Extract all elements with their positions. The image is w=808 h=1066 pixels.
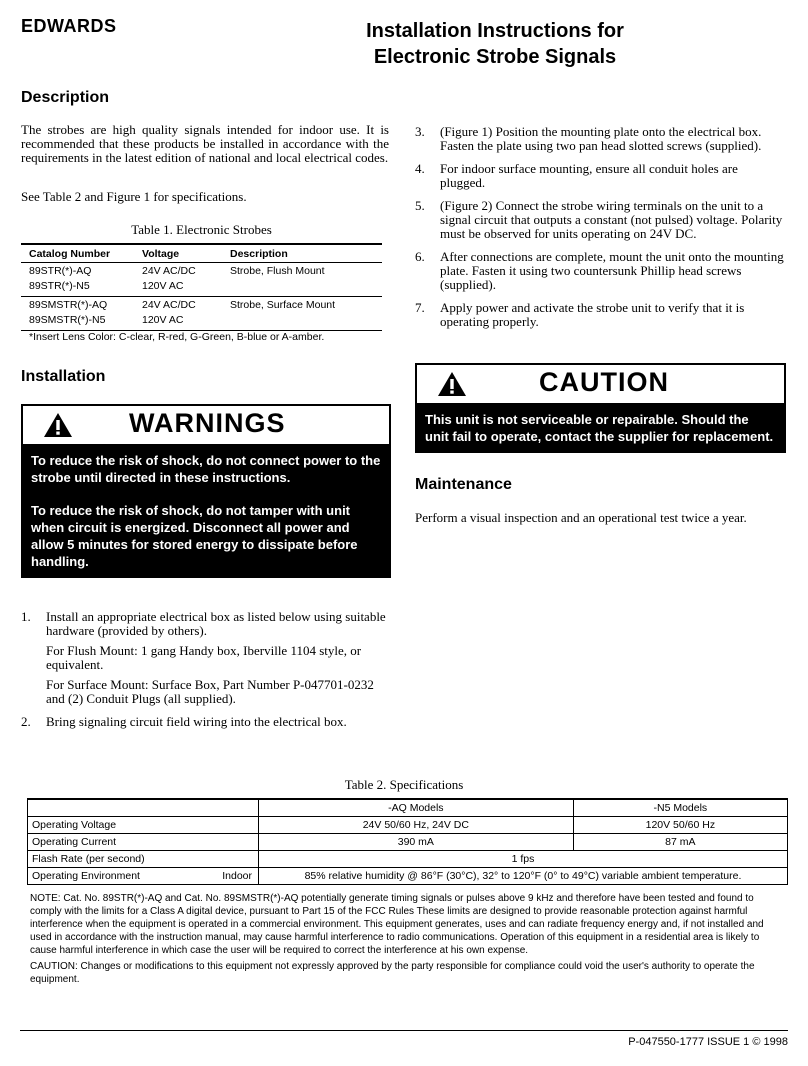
step-4: [415, 162, 785, 190]
column-header: -AQ Models: [259, 799, 574, 817]
warning-shock-power: To reduce the risk of shock, do not connect power to the strobe until directed in these instructions.: [31, 453, 381, 485]
environment-label: Operating Environment: [32, 870, 140, 882]
column-header: -N5 Models: [573, 799, 787, 817]
table-cell: 1 fps: [259, 851, 788, 868]
installation-heading: Installation: [21, 368, 106, 385]
table-cell: 87 mA: [573, 834, 787, 851]
step-text: (Figure 1) Position the mounting plate onto the electrical box. Fasten the plate using two pan head slotted screws (supplied).: [440, 124, 762, 153]
step-number: 5.: [415, 198, 425, 213]
table-header-row: [28, 799, 788, 817]
table-cell: 85% relative humidity @ 86°F (30°C), 32° to 120°F (0° to 49°C) variable ambient temperature.: [259, 868, 788, 885]
table-cell: [222, 312, 382, 331]
fcc-note: NOTE: Cat. No. 89STR(*)-AQ and Cat. No. 89SMSTR(*)-AQ potentially generate timing signals or pulses above 9 kHz and therefore have been tested and found to comply with the limits for a Class A digital device, pursuant to Part 15 of the FCC Rules These limits are designed to provide reasonable protection against harmful interference when the equipment is operated in a commercial environment. This equipment generates, uses and can radiate frequency energy and, if not installed and used in accordance with the instruction manual, may cause harmful interference to radio communications. Operation of this equipment in a residential area is likely to cause harmful interference in which case the user will be required to correct the interference at his own expense.: [30, 893, 764, 956]
warnings-title: WARNINGS: [129, 408, 286, 438]
table-cell: Strobe, Flush Mount: [230, 265, 325, 277]
caution-title: CAUTION: [539, 367, 669, 397]
table-cell: 24V AC/DC: [142, 265, 196, 277]
installation-steps-right: [415, 125, 785, 329]
caution-box: [415, 363, 786, 453]
step-6: [415, 250, 785, 292]
table-cell: [28, 799, 259, 817]
warning-triangle-icon: [43, 412, 73, 438]
step-number: 6.: [415, 249, 425, 264]
title-line-1: Installation Instructions for: [366, 20, 624, 42]
spec-reference: See Table 2 and Figure 1 for specifications.: [21, 189, 247, 204]
maintenance-heading: Maintenance: [415, 476, 512, 493]
column-header: Voltage: [134, 244, 222, 263]
title-line-2: Electronic Strobe Signals: [373, 46, 617, 68]
table-row: [28, 868, 788, 885]
step-number: 2.: [21, 714, 31, 729]
step-2: [21, 715, 389, 729]
step-number: 4.: [415, 161, 425, 176]
table-row: [28, 817, 788, 834]
warnings-box: [21, 404, 391, 578]
table-row: [28, 834, 788, 851]
table-row: [28, 851, 788, 868]
caution-text: This unit is not serviceable or repairable. Should the unit fail to operate, contact the supplier for replacement.: [425, 412, 774, 444]
step-7: [415, 301, 785, 329]
surface-mount-text: For Surface Mount: Surface Box, Part Number P-047701-0232 and (2) Conduit Plugs (all supplied).: [46, 677, 374, 706]
table-row: [21, 278, 382, 297]
table-header-row: [21, 244, 382, 263]
table-row: [21, 297, 382, 313]
footer-divider: [20, 1030, 788, 1031]
fcc-caution: CAUTION: Changes or modifications to this equipment not expressly approved by the party responsible for compliance could void the user's authority to operate the equipment.: [30, 961, 755, 985]
edwards-logo: EDWARDS: [21, 16, 117, 36]
table-cell: 24V AC/DC: [142, 299, 196, 311]
table2-caption: Table 2. Specifications: [344, 777, 464, 792]
warnings-text: [23, 446, 389, 576]
table-cell: [28, 868, 259, 885]
table-row: [21, 263, 382, 279]
table-cell: Operating Voltage: [28, 817, 259, 834]
warnings-header: [23, 406, 389, 446]
installation-steps-left: [21, 610, 389, 729]
warning-triangle-icon: [437, 371, 467, 397]
column-header: Description: [222, 244, 382, 263]
table-cell: 89STR(*)-N5: [21, 278, 134, 297]
specifications-table: [27, 798, 788, 885]
column-header: Catalog Number: [21, 244, 134, 263]
step-3: [415, 125, 785, 153]
flush-mount-text: For Flush Mount: 1 gang Handy box, Iberville 1104 style, or equivalent.: [46, 643, 362, 672]
table-cell: [222, 278, 382, 297]
table-cell: 120V AC: [134, 278, 222, 297]
step-number: 3.: [415, 124, 425, 139]
footer-part-number: P-047550-1777 ISSUE 1 © 1998: [628, 1036, 788, 1048]
step-number: 1.: [21, 609, 31, 624]
table-cell: Operating Current: [28, 834, 259, 851]
step-1: [21, 610, 389, 706]
table-cell: 89SMSTR(*)-AQ: [29, 299, 108, 311]
warning-shock-tamper: To reduce the risk of shock, do not tamper with unit when circuit is energized. Disconnect all power and allow 5 minutes for stored energy to dissipate before handling.: [31, 503, 358, 569]
table-cell: 390 mA: [259, 834, 574, 851]
step-text: (Figure 2) Connect the strobe wiring terminals on the unit to a signal circuit that outputs a constant (not pulsed) voltage. Polarity must be observed for units operating on 24V DC.: [440, 198, 783, 241]
step-text: Apply power and activate the strobe unit to verify that it is operating properly.: [440, 300, 745, 329]
table-cell: 24V 50/60 Hz, 24V DC: [259, 817, 574, 834]
table-cell: Flash Rate (per second): [28, 851, 259, 868]
table-cell: 120V AC: [134, 312, 222, 331]
step-5: [415, 199, 785, 241]
document-title: [330, 18, 660, 70]
table-cell: 120V 50/60 Hz: [573, 817, 787, 834]
environment-indoor: Indoor: [222, 870, 252, 882]
caution-header: [417, 365, 784, 405]
table1-caption: Table 1. Electronic Strobes: [131, 222, 272, 237]
step-text: After connections are complete, mount the unit onto the mounting plate. Fasten it using two countersunk Phillip head screws (supplied).: [440, 249, 784, 292]
table-cell: 89SMSTR(*)-N5: [21, 312, 134, 331]
step-number: 7.: [415, 300, 425, 315]
step-text: Install an appropriate electrical box as listed below using suitable hardware (provided by others).: [46, 609, 386, 638]
fcc-notes: [30, 892, 786, 989]
step-text: For indoor surface mounting, ensure all conduit holes are plugged.: [440, 161, 738, 190]
maintenance-text: Perform a visual inspection and an operational test twice a year.: [415, 510, 747, 525]
description-paragraph: The strobes are high quality signals intended for indoor use. It is recommended that these products be installed in accordance with the requirements in the latest edition of national and local electrical codes.: [21, 122, 389, 165]
table-row: [21, 312, 382, 331]
description-heading: Description: [21, 89, 110, 106]
lens-color-note: *Insert Lens Color: C-clear, R-red, G-Green, B-blue or A-amber.: [29, 331, 325, 343]
table-cell: Strobe, Surface Mount: [230, 299, 336, 311]
step-text: Bring signaling circuit field wiring into the electrical box.: [46, 714, 347, 729]
catalog-table: [21, 243, 382, 331]
table-cell: 89STR(*)-AQ: [29, 265, 92, 277]
